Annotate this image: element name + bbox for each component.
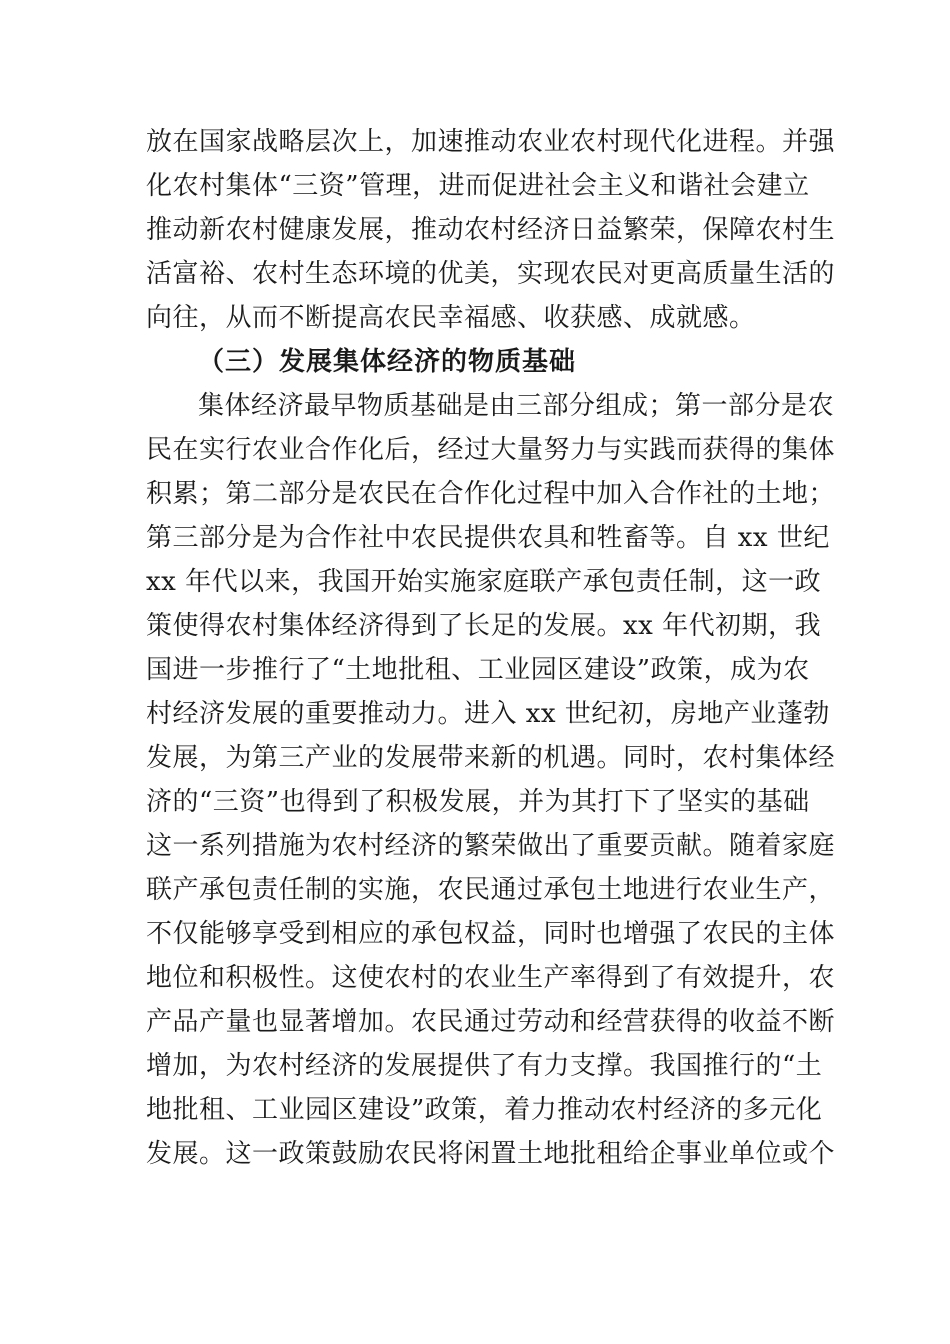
paragraph-2-line-12: 联产承包责任制的实施，农民通过承包土地进行农业生产， <box>146 875 836 905</box>
paragraph-2-line-13: 不仅能够享受到相应的承包权益，同时也增强了农民的主体 <box>146 919 836 949</box>
paragraph-2-line-14: 地位和积极性。这使农村的农业生产率得到了有效提升，农 <box>146 963 836 993</box>
paragraph-2-line-5: xx 年代以来，我国开始实施家庭联产承包责任制，这一政 <box>146 567 822 597</box>
paragraph-1-line-1: 放在国家战略层次上，加速推动农业农村现代化进程。并强 <box>146 127 836 157</box>
paragraph-1-line-3: 推动新农村健康发展，推动农村经济日益繁荣，保障农村生 <box>146 215 836 245</box>
paragraph-2-line-11: 这一系列措施为农村经济的繁荣做出了重要贡献。随着家庭 <box>146 831 836 861</box>
paragraph-2-line-1: 集体经济最早物质基础是由三部分组成；第一部分是农 <box>198 391 835 421</box>
paragraph-1-line-5: 向往，从而不断提高农民幸福感、收获感、成就感。 <box>146 303 756 333</box>
paragraph-2-line-17: 地批租、工业园区建设”政策，着力推动农村经济的多元化 <box>146 1095 823 1125</box>
paragraph-1-line-2: 化农村集体“三资”管理，进而促进社会主义和谐社会建立 <box>146 171 810 201</box>
paragraph-2-line-9: 发展，为第三产业的发展带来新的机遇。同时，农村集体经 <box>146 743 836 773</box>
section-heading: （三）发展集体经济的物质基础 <box>198 347 577 377</box>
paragraph-2-line-16: 增加，为农村经济的发展提供了有力支撑。我国推行的“土 <box>146 1051 823 1081</box>
paragraph-2-line-7: 国进一步推行了“土地批租、工业园区建设”政策，成为农 <box>146 655 810 685</box>
paragraph-1-line-4: 活富裕、农村生态环境的优美，实现农民对更高质量生活的 <box>146 259 836 289</box>
paragraph-2-line-15: 产品产量也显著增加。农民通过劳动和经营获得的收益不断 <box>146 1007 836 1037</box>
paragraph-2-line-2: 民在实行农业合作化后，经过大量努力与实践而获得的集体 <box>146 435 836 465</box>
paragraph-2-line-18: 发展。这一政策鼓励农民将闲置土地批租给企事业单位或个 <box>146 1139 836 1169</box>
paragraph-2-line-3: 积累；第二部分是农民在合作化过程中加入合作社的土地； <box>146 479 836 509</box>
paragraph-2-line-6: 策使得农村集体经济得到了长足的发展。xx 年代初期，我 <box>146 611 822 641</box>
paragraph-2-line-10: 济的“三资”也得到了积极发展，并为其打下了坚实的基础 <box>146 787 810 817</box>
paragraph-2-line-8: 村经济发展的重要推动力。进入 xx 世纪初，房地产业蓬勃 <box>146 699 830 729</box>
paragraph-2-line-4: 第三部分是为合作社中农民提供农具和牲畜等。自 xx 世纪 <box>146 523 830 553</box>
